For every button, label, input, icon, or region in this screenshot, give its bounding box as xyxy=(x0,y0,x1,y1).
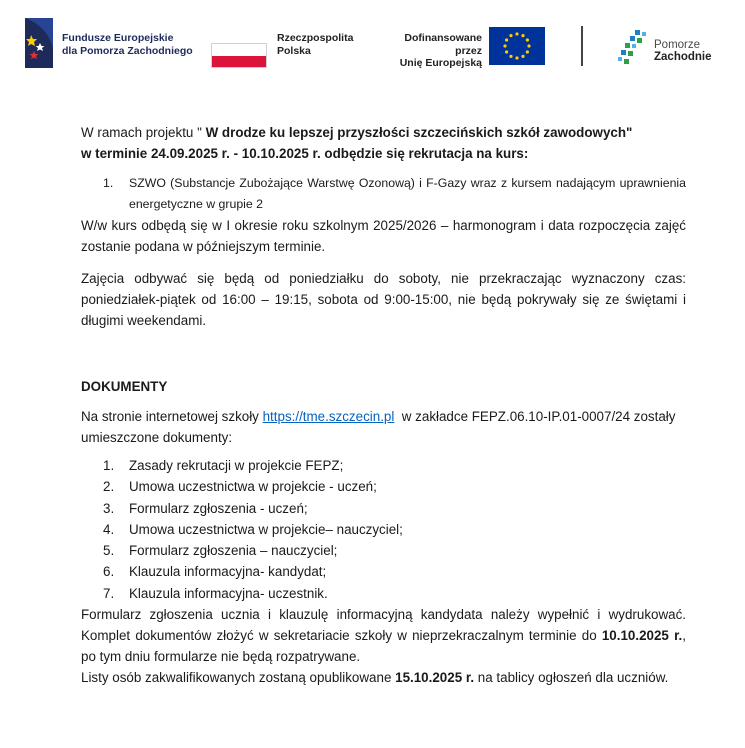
eu-flag xyxy=(489,27,545,65)
list-number: 4. xyxy=(103,521,115,537)
eu-line2: Unię Europejską xyxy=(399,57,482,69)
list-number: 6. xyxy=(103,564,115,580)
closing-paragraph-2 xyxy=(81,667,686,688)
list-item xyxy=(81,498,686,519)
document-name: Klauzula informacyjna- kandydat; xyxy=(129,564,327,580)
eu-star xyxy=(521,34,524,37)
list-item xyxy=(81,561,686,582)
list-number: 5. xyxy=(103,543,115,559)
course-list xyxy=(81,173,686,215)
intro-prefix: W ramach projektu " xyxy=(81,125,206,140)
eu-star xyxy=(526,38,529,41)
eu-star xyxy=(503,44,506,47)
documents-heading: DOKUMENTY xyxy=(81,379,168,394)
eu-logo-text xyxy=(375,32,482,70)
document-name: Zasady rekrutacji w projekcie FEPZ; xyxy=(129,458,344,473)
project-name: W drodze ku lepszej przyszłości szczecińskich szkół zawodowych" xyxy=(205,125,633,140)
school-website-link[interactable]: https://tme.szczecin.pl xyxy=(262,409,395,424)
deadline-date: 10.10.2025 r. xyxy=(601,628,683,644)
recruitment-term: w terminie 24.09.2025 r. - 10.10.2025 r. odbędzie się rekrutacja na kurs: xyxy=(81,146,529,161)
intro-paragraph xyxy=(81,122,686,164)
list-number: 1. xyxy=(103,176,114,190)
closing-p1-before: Formularz zgłoszenia ucznia i klauzulę informacyjną kandydata należy wypełnić i wydrukować. Komplet dokumentów złożyć w sekretariacie szkoły w nieprzekraczalnym terminie do xyxy=(81,607,686,644)
eu-star xyxy=(505,50,508,53)
poland-flag xyxy=(211,43,267,68)
document-name: Klauzula informacyjna- uczestnik. xyxy=(129,585,328,601)
list-number: 1. xyxy=(103,458,115,473)
pz-line2: Zachodnie xyxy=(654,51,712,63)
document-name: Umowa uczestnictwa w projekcie– nauczyciel; xyxy=(129,521,403,537)
eu-star xyxy=(527,44,530,47)
pl-line2: Polska xyxy=(277,44,311,57)
pl-logo-text xyxy=(277,32,353,57)
closing-p2-before: Listy osób zakwalifikowanych zostaną opublikowane xyxy=(81,670,396,686)
eu-line1: Dofinansowane przez xyxy=(404,32,482,57)
eu-star xyxy=(515,56,518,59)
eu-star xyxy=(526,50,529,53)
eu-star xyxy=(509,34,512,37)
documents-intro xyxy=(81,406,686,448)
list-item xyxy=(81,519,686,540)
class-hours-paragraph: Zajęcia odbywać się będą od poniedziałku do soboty, nie przekraczając wyznaczony czas: poniedziałek-piątek od 16:00 – 19:15, sobota od 9:00-15:00, nie będą pokrywały się ze świętami i długimi weekendami. xyxy=(81,271,686,328)
course-text: SZWO (Substancje Zubożające Warstwę Ozonową) i F-Gazy wraz z kursem nadającym uprawnienia energetyczne w grupie 2 xyxy=(129,176,686,211)
fe-logo-text xyxy=(62,32,193,57)
list-item xyxy=(81,455,686,476)
closing-p1-after: , po tym dniu formularze nie będą rozpatrywane. xyxy=(81,628,687,665)
list-number: 7. xyxy=(103,585,115,601)
documents-list xyxy=(81,455,686,604)
document-body xyxy=(81,122,686,688)
document-name: Formularz zgłoszenia - uczeń; xyxy=(129,500,308,516)
document-name: Umowa uczestnictwa w projekcie - uczeń; xyxy=(129,479,377,495)
fe-line1: Fundusze Europejskie xyxy=(62,32,174,44)
eu-star xyxy=(521,55,524,58)
eu-star xyxy=(505,38,508,41)
document-name: Formularz zgłoszenia – nauczyciel; xyxy=(129,543,338,559)
pz-line1: Pomorze xyxy=(654,39,701,51)
pz-logo-text xyxy=(654,39,712,63)
list-number: 3. xyxy=(103,500,115,516)
list-item xyxy=(81,583,686,604)
logo-bar xyxy=(0,0,745,90)
eu-star xyxy=(515,32,518,35)
fe-line2: dla Pomorza Zachodniego xyxy=(62,44,193,57)
list-item xyxy=(81,540,686,561)
pomorze-zachodnie-logo xyxy=(615,28,651,66)
fundusze-europejskie-logo xyxy=(25,18,53,68)
documents-intro-after: w zakładce FEPZ.06.10-IP.01-0007/24 zostały umieszczone dokumenty: xyxy=(81,409,680,445)
publication-date: 15.10.2025 r. xyxy=(395,670,475,686)
course-schedule-paragraph: W/w kurs odbędą się w I okresie roku szkolnym 2025/2026 – harmonogram i data rozpoczęcia zajęć zostanie podana w późniejszym terminie. xyxy=(81,218,686,254)
documents-intro-before: Na stronie internetowej szkoły xyxy=(81,409,263,424)
logo-divider xyxy=(581,26,583,66)
closing-p2-after: na tablicy ogłoszeń dla uczniów. xyxy=(474,670,669,686)
list-number: 2. xyxy=(103,479,115,495)
eu-star xyxy=(509,55,512,58)
list-item xyxy=(81,476,686,497)
pl-line1: Rzeczpospolita xyxy=(277,32,354,44)
list-item xyxy=(81,173,686,215)
closing-paragraph-1 xyxy=(81,604,686,667)
